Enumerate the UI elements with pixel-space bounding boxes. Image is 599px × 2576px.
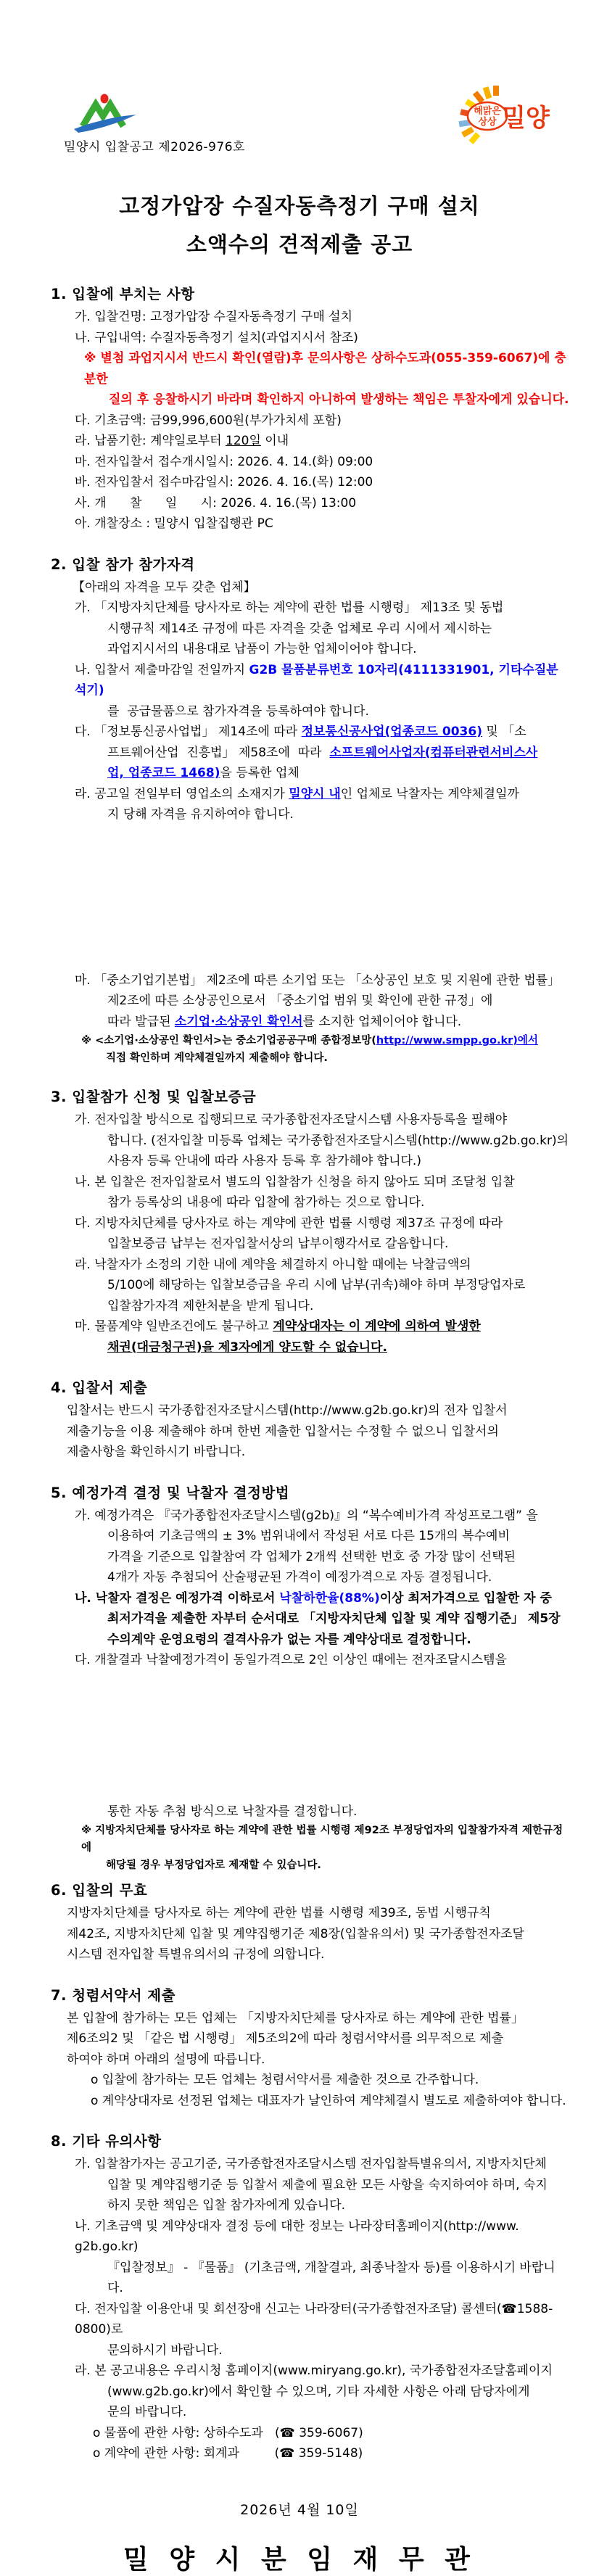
text-run: 나. 구입내역: 수질자동측정기 설치(과업지시서 참조): [75, 330, 358, 345]
text-run: 통한 자동 추첨 방식으로 낙찰자를 결정합니다.: [107, 1804, 358, 1819]
text-run: 문의 바랍니다.: [107, 2405, 187, 2419]
text-line: [75, 970, 570, 991]
text-line: [91, 2070, 570, 2091]
highlighted-text-run: 소기업·소상공인 확인서: [174, 1014, 303, 1029]
highlighted-text-run: 120일: [226, 434, 261, 448]
brand-text-top: 해맑은: [474, 106, 501, 117]
text-run: 입찰 및 계약집행기준 등 입찰서 제출에 필요한 모든 사항을 숙지하여야 하며, 숙지: [107, 2177, 548, 2192]
text-run: 가격을 기준으로 입찰참여 각 업체가 2개씩 선택한 번호 중 가장 많이 선택된: [107, 1549, 516, 1564]
section-heading: 6. 입찰의 무효: [51, 1882, 148, 1899]
text-line: [107, 763, 570, 784]
text-line: [93, 2423, 570, 2444]
text-line: [107, 1275, 570, 1296]
text-run: 가. 예정가격은 『국가종합전자조달시스템(g2b)』의 “복수예비가격 작성프로그램” 을: [75, 1508, 538, 1523]
text-run: 시행규칙 제14조 규정에 따른 자격을 갖춘 업체로 우리 시에서 제시하는: [107, 621, 492, 636]
page-break-gap: [0, 1671, 599, 1801]
text-run: 직접 확인하며 계약체결일까지 제출해야 합니다.: [106, 1052, 328, 1064]
text-line: [107, 1801, 570, 1822]
text-run: 가. 입찰참가자는 공고기준, 국가종합전자조달시스템 전자입찰특별유의서, 지방자치단체: [75, 2157, 547, 2171]
text-run: 제42조, 지방자치단체 입찰 및 계약집행기준 제8장(입찰유의서) 및 국가종합전자조달: [67, 1926, 524, 1941]
section-heading: 7. 청렴서약서 제출: [51, 1986, 175, 2004]
text-line: [107, 619, 570, 640]
brand-text-mid: 상상: [478, 117, 497, 128]
text-line: [75, 1650, 570, 1671]
text-run: 사용자 등록 안내에 따라 사용자 등록 후 참가해야 합니다.): [107, 1154, 421, 1168]
text-run: 다. 기초금액: 금99,996,600원(부가가치세 포함): [75, 413, 342, 428]
text-line: [75, 1506, 570, 1527]
highlighted-text-run: 채권(대금청구권)을 제3자에게 양도할 수 없습니다.: [107, 1339, 387, 1355]
text-line: [107, 743, 570, 764]
text-run: 및 「소: [482, 724, 526, 739]
text-run: 제출기능을 이용 제출해야 하며 한번 제출한 입찰서는 수정할 수 없으니 입찰서의: [67, 1424, 499, 1439]
text-run: 입찰보증금 납부는 전자입찰서상의 납부이행각서로 갈음합니다.: [107, 1237, 449, 1251]
text-run: 라. 낙찰자가 소정의 기한 내에 계약을 체결하지 아니할 때에는 낙찰금액의: [75, 1257, 471, 1272]
text-run: 5/100에 해당하는 입찰보증금을 우리 시에 납부(귀속)해야 하며 부정당업자로: [107, 1278, 526, 1292]
text-line: [75, 1316, 570, 1337]
highlighted-text-run: 업, 업종코드 1468): [107, 766, 220, 780]
text-line: [107, 1547, 570, 1568]
text-run: 을 등록한 업체: [220, 766, 300, 780]
highlighted-text-run: ※ 별첨 과업지시서 반드시 확인(열람)후 문의사항은 상하수도과(055-359-6067)에 충분한: [84, 351, 566, 387]
text-run: 4개가 자동 추첨되어 산술평균된 가격이 예정가격으로 자동 결정됩니다.: [107, 1570, 492, 1585]
text-line: [107, 1151, 570, 1172]
text-run: (www.g2b.go.kr)에서 확인할 수 있으며, 기타 자세한 사항은 아래 담당자에게: [107, 2384, 530, 2399]
link[interactable]: http://www.smpp.go.kr)에서: [376, 1035, 538, 1046]
text-line: [67, 1421, 570, 1442]
text-line: [93, 2443, 570, 2464]
text-line: [67, 1944, 570, 1965]
text-run: 제6조의2 및 「같은 법 시행령」 제5조의2에 따라 청렴서약서를 의무적으로 제출: [67, 2031, 504, 2046]
text-line: [75, 493, 570, 514]
text-run: 나. 본 입찰은 전자입찰로서 별도의 입찰참가 신청을 하지 않아도 되며 조달청 입찰: [75, 1174, 515, 1189]
text-line: [67, 2008, 570, 2029]
text-run: 다. 지방자치단체를 당사자로 하는 계약에 관한 법률 시행령 제37조 규정에 따라: [75, 1215, 503, 1231]
text-line: [75, 410, 570, 432]
text-run: 인 업체로 낙찰자는 계약체결일까: [340, 786, 519, 801]
text-run: 제출사항을 확인하시기 바랍니다.: [67, 1445, 246, 1459]
text-line: [73, 577, 570, 598]
text-run: 지방자치단체를 당사자로 하는 계약에 관한 법률 시행령 제39조, 동법 시행규칙: [67, 1906, 491, 1920]
text-run: 해당될 경우 부정당업자로 제재할 수 있습니다.: [106, 1859, 321, 1871]
text-line: [75, 1588, 570, 1609]
text-line: [107, 2195, 570, 2216]
section-heading: 3. 입찰참가 신청 및 입찰보증금: [51, 1089, 257, 1105]
section-heading: 8. 기타 유의사항: [51, 2133, 162, 2150]
text-line: [75, 431, 570, 452]
text-line: [67, 1903, 570, 1924]
text-line: [75, 660, 570, 701]
text-line: [107, 2258, 570, 2299]
text-line: [107, 701, 570, 722]
text-line: [84, 348, 570, 389]
text-run: o 입찰에 참가하는 모든 업체는 청렴서약서를 제출한 것으로 간주합니다.: [91, 2073, 479, 2087]
text-line: [107, 1296, 570, 1317]
text-run: 라. 본 공고내용은 우리시청 홈페이지(www.miryang.go.kr), 국가종합전자조달홈페이지: [75, 2364, 553, 2378]
text-run: 수의계약 운영요령의 결격사유가 없는 자를 계약상대로 결정합니다.: [107, 1632, 471, 1647]
text-run: ※ 지방자치단체를 당사자로 하는 계약에 관한 법률 시행령 제92조 부정당업자의 입찰참가자격 제한규정에: [81, 1825, 563, 1854]
text-run: 이용하여 기초금액의 ± 3% 범위내에서 작성된 서로 다른 15개의 복수예비: [107, 1529, 510, 1543]
text-line: [107, 804, 570, 825]
text-line: [107, 1609, 570, 1630]
notice-number: 밀양시 입찰공고 제2026-976호: [64, 140, 245, 154]
issuing-authority: 밀 양 시 분 임 재 무 관: [123, 2544, 476, 2575]
text-line: [75, 2299, 570, 2340]
section-heading: 4. 입찰서 제출: [51, 1379, 148, 1396]
text-run: 마. 전자입찰서 접수개시일시: 2026. 4. 14.(화) 09:00: [75, 454, 373, 469]
text-run: 마. 물품계약 일반조건에도 불구하고: [75, 1319, 273, 1334]
logo-red-dot: [101, 94, 109, 104]
text-run: 가. 전자입찰 방식으로 집행되므로 국가종합전자조달시스템 사용자등록을 필해야: [75, 1112, 508, 1127]
text-line: [67, 2028, 570, 2049]
text-line: [107, 991, 570, 1012]
text-run: ※ <소기업·소상공인 확인서>는 중소기업공공구매 종합정보망(: [81, 1035, 376, 1046]
text-line: [81, 1822, 570, 1857]
text-run: 를 소지한 업체이어야 합니다.: [302, 1014, 462, 1029]
text-line: [75, 1213, 570, 1234]
text-line: [75, 1255, 570, 1276]
document-body: [0, 284, 599, 2464]
text-run: 아. 개찰장소 : 밀양시 입찰집행관 PC: [75, 516, 273, 531]
text-run: 이내: [260, 434, 289, 448]
text-line: [91, 2091, 570, 2112]
text-run: o 계약에 관한 사항: 회계과 (☎ 359-5148): [93, 2446, 363, 2461]
text-line: [106, 1049, 570, 1067]
text-line: [75, 307, 570, 328]
text-line: [107, 2175, 570, 2196]
section-heading: 2. 입찰 참가 참가자격: [51, 556, 195, 573]
text-run: 나. 입찰서 제출마감일 전일까지: [75, 662, 249, 677]
text-run: 다. 개찰결과 낙찰예정가격이 동일가격으로 2인 이상인 때에는 전자조달시스템을: [75, 1653, 507, 1667]
text-line: [107, 1526, 570, 1547]
text-run: 하지 못한 책임은 입찰 참가자에게 있습니다.: [107, 2198, 346, 2213]
text-run: 가. 입찰건명: 고정가압장 수질자동측정기 구매 설치: [75, 310, 353, 324]
text-line: [75, 598, 570, 619]
text-line: [107, 1012, 570, 1033]
text-run: o 계약상대자로 선정된 업체는 대표자가 날인하여 계약체결시 별도로 제출하여야 합니다.: [91, 2093, 566, 2108]
text-run: 따라 발급된: [107, 1014, 175, 1029]
text-run: 제2조에 따른 소상공인으로서 「중소기업 범위 및 확인에 관한 규정」에: [107, 994, 493, 1008]
text-line: [75, 2361, 570, 2382]
highlighted-text-run: 계약상대자는 이 계약에 의하여 발생한: [273, 1319, 481, 1334]
text-run: 를 공급물품으로 참가자격을 등록하여야 합니다.: [107, 703, 369, 719]
text-run: 과업지시서의 내용대로 납품이 가능한 업체이어야 합니다.: [107, 642, 417, 656]
section-heading: 5. 예정가격 결정 및 낙찰자 결정방법: [51, 1484, 290, 1501]
text-line: [107, 2382, 570, 2403]
text-run: 가. 「지방자치단체를 당사자로 하는 계약에 관한 법률 시행령」 제13조 및 동법: [75, 600, 504, 615]
text-run: 이상 최저가격으로 입찰한 자 중: [379, 1590, 552, 1606]
text-run: 최저가격을 제출한 자부터 순서대로 「지방자치단체 입찰 및 계약 집행기준」 제5장: [107, 1611, 561, 1626]
text-line: [75, 1110, 570, 1131]
text-run: 다. 전자입찰 이용안내 및 회선장애 신고는 나라장터(국가종합전자조달) 콜센터(☎1588-0800)로: [75, 2301, 553, 2337]
text-line: [107, 1234, 570, 1255]
text-run: 사. 개 찰 일 시: 2026. 4. 16.(목) 13:00: [75, 495, 357, 511]
text-line: [107, 639, 570, 660]
text-run: 라. 납품기한: 계약일로부터: [75, 434, 226, 448]
text-run: 입찰참가자격 제한처분을 받게 됩니다.: [107, 1298, 314, 1313]
text-line: [107, 2402, 570, 2423]
text-line: [75, 2154, 570, 2175]
text-run: 프트웨어산업 진흥법」 제58조에 따라: [107, 745, 330, 760]
text-line: [75, 472, 570, 493]
title-line-1: 고정가압장 수질자동측정기 구매 설치: [119, 194, 480, 218]
miryang-brand-logo: [455, 81, 548, 151]
text-line: [75, 2216, 570, 2258]
text-line: [67, 2049, 570, 2071]
miryang-city-emblem-logo: [73, 93, 138, 133]
page-break-gap: [0, 825, 599, 970]
text-run: 바. 전자입찰서 접수마감일시: 2026. 4. 16.(목) 12:00: [75, 475, 373, 490]
text-line: [106, 1857, 570, 1874]
text-run: 참가 등록상의 내용에 따라 입찰에 참가하는 것으로 합니다.: [107, 1195, 425, 1210]
text-line: [107, 2340, 570, 2361]
highlighted-text-run: 질의 후 응찰하시기 바라며 확인하지 아니하여 발생하는 책임은 투찰자에게 있습니다.: [109, 392, 569, 407]
text-line: [67, 1442, 570, 1463]
announcement-date: 2026년 4월 10일: [240, 2501, 359, 2518]
text-line: [67, 1400, 570, 1421]
text-line: [107, 1630, 570, 1651]
text-run: 시스템 전자입찰 특별유의서의 규정에 의합니다.: [67, 1947, 325, 1962]
highlighted-text-run: G2B 물품분류번호 10자리(4111331901, 기타수질분석기): [75, 662, 558, 698]
text-line: [75, 1172, 570, 1193]
text-run: 합니다. (전자입찰 미등록 업체는 국가종합전자조달시스템(http://www.g2b.go.kr)의: [107, 1133, 569, 1148]
text-run: 나. 기초금액 및 계약상대자 결정 등에 대한 정보는 나라장터홈페이지(http://www. g2b.go.kr): [75, 2218, 524, 2254]
highlighted-text-run: 밀양시 내: [289, 786, 341, 801]
highlighted-text-run: 소프트웨어사업자(컴퓨터관련서비스사: [329, 745, 538, 760]
text-run: 나. 낙찰자 결정은 예정가격 이하로서: [75, 1590, 280, 1606]
text-line: [75, 784, 570, 805]
brand-text-name: 밀양: [502, 104, 550, 133]
text-line: [75, 513, 570, 534]
text-run: 다. 「정보통신공사업법」 제14조에 따라: [75, 724, 302, 739]
text-line: [107, 1567, 570, 1588]
text-line: [75, 452, 570, 473]
text-run: 본 입찰에 참가하는 모든 업체는 「지방자치단체를 당사자로 하는 계약에 관한 법률」: [67, 2010, 524, 2026]
text-run: 하여야 하며 아래의 설명에 따릅니다.: [67, 2052, 265, 2067]
section-heading: 1. 입찰에 부치는 사항: [51, 286, 195, 302]
text-line: [107, 1192, 570, 1213]
text-line: [75, 328, 570, 349]
highlighted-text-run: 낙찰하한율(88%): [279, 1590, 380, 1606]
title-line-2: 소액수의 견적제출 공고: [186, 232, 413, 257]
text-run: 【아래의 자격을 모두 갖춘 업체】: [73, 579, 256, 595]
text-line: [109, 389, 570, 410]
text-line: [107, 1337, 570, 1358]
text-run: 『입찰정보』 - 『물품』 (기초금액, 개찰결과, 최종낙찰자 등)를 이용하시기 바랍니다.: [107, 2260, 555, 2295]
highlighted-text-run: 정보통신공사업(업종코드 0036): [301, 724, 482, 739]
text-run: 마. 「중소기업기본법」 제2조에 따른 소기업 또는 「소상공인 보호 및 지원에 관한 법률」: [75, 973, 561, 988]
text-line: [75, 722, 570, 743]
text-run: 문의하시기 바랍니다.: [107, 2342, 223, 2358]
text-line: [81, 1032, 570, 1049]
text-run: 지 당해 자격을 유지하여야 합니다.: [107, 807, 294, 822]
text-run: 입찰서는 반드시 국가종합전자조달시스템(http://www.g2b.go.kr)의 전자 입찰서: [67, 1403, 508, 1418]
text-run: o 물품에 관한 사항: 상하수도과 (☎ 359-6067): [93, 2425, 363, 2440]
text-line: [67, 1924, 570, 1945]
text-line: [107, 1131, 570, 1152]
text-run: 라. 공고일 전일부터 영업소의 소재지가: [75, 786, 289, 801]
